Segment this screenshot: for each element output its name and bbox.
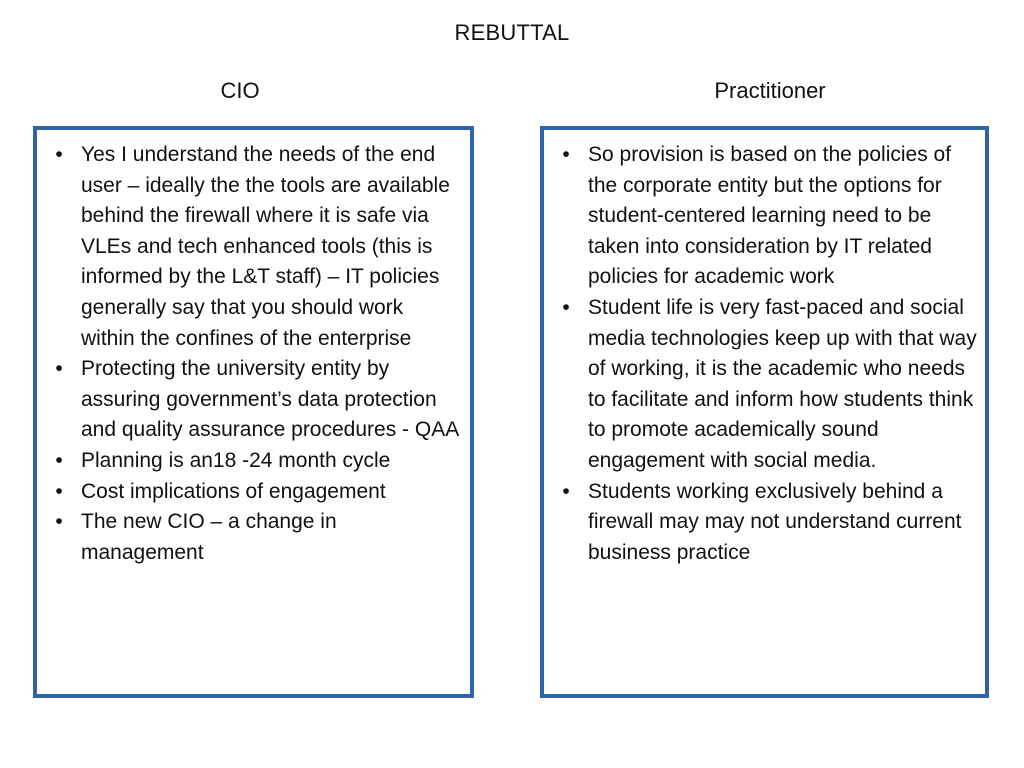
cio-bullet-item	[43, 354, 462, 446]
bullet-marker: •	[55, 510, 63, 534]
cio-bullet-text: Cost implications of engagement	[81, 479, 386, 503]
bullet-marker: •	[562, 295, 570, 319]
bullet-marker: •	[55, 479, 63, 503]
bullet-marker: •	[55, 143, 63, 166]
cio-bullet-text: The new CIO – a change in management	[81, 510, 337, 564]
cio-bullet-item	[43, 477, 462, 508]
practitioner-bullet-list	[544, 130, 985, 568]
practitioner-bullet-text: Students working exclusively behind a firewall may may not understand current business practice	[588, 479, 962, 564]
cio-panel	[33, 126, 474, 698]
bullet-marker: •	[562, 143, 570, 166]
slide-title: REBUTTAL	[454, 20, 570, 45]
cio-heading: CIO	[220, 78, 260, 103]
cio-bullet-item	[43, 446, 462, 477]
cio-bullet-text: Yes I understand the needs of the end user – ideally the the tools are available behind the firewall where it is safe via VLEs and tech enhanced tools (this is informed by the L&T staff) – IT policies generally say that you should work within the confines of the enterprise	[81, 143, 450, 350]
practitioner-bullet-text: So provision is based on the policies of the corporate entity but the options for student-centered learning need to be taken into consideration by IT related policies for academic work	[588, 143, 952, 289]
cio-bullet-item	[43, 507, 462, 568]
bullet-marker: •	[55, 357, 63, 381]
cio-bullet-list	[37, 130, 470, 568]
cio-bullet-text: Planning is an18 -24 month cycle	[81, 448, 391, 472]
practitioner-bullet-item	[550, 477, 977, 569]
practitioner-bullet-item	[550, 293, 977, 477]
practitioner-heading: Practitioner	[714, 78, 826, 103]
practitioner-bullet-item	[550, 140, 977, 293]
bullet-marker: •	[562, 479, 570, 503]
cio-bullet-item	[43, 140, 462, 354]
practitioner-panel	[540, 126, 989, 698]
cio-bullet-text: Protecting the university entity by assuring government’s data protection and quality assurance procedures - QAA	[81, 357, 460, 442]
practitioner-bullet-text: Student life is very fast-paced and social media technologies keep up with that way of working, it is the academic who needs to facilitate and inform how students think to promote academically sound engagement with social media.	[588, 295, 977, 472]
bullet-marker: •	[55, 448, 63, 472]
